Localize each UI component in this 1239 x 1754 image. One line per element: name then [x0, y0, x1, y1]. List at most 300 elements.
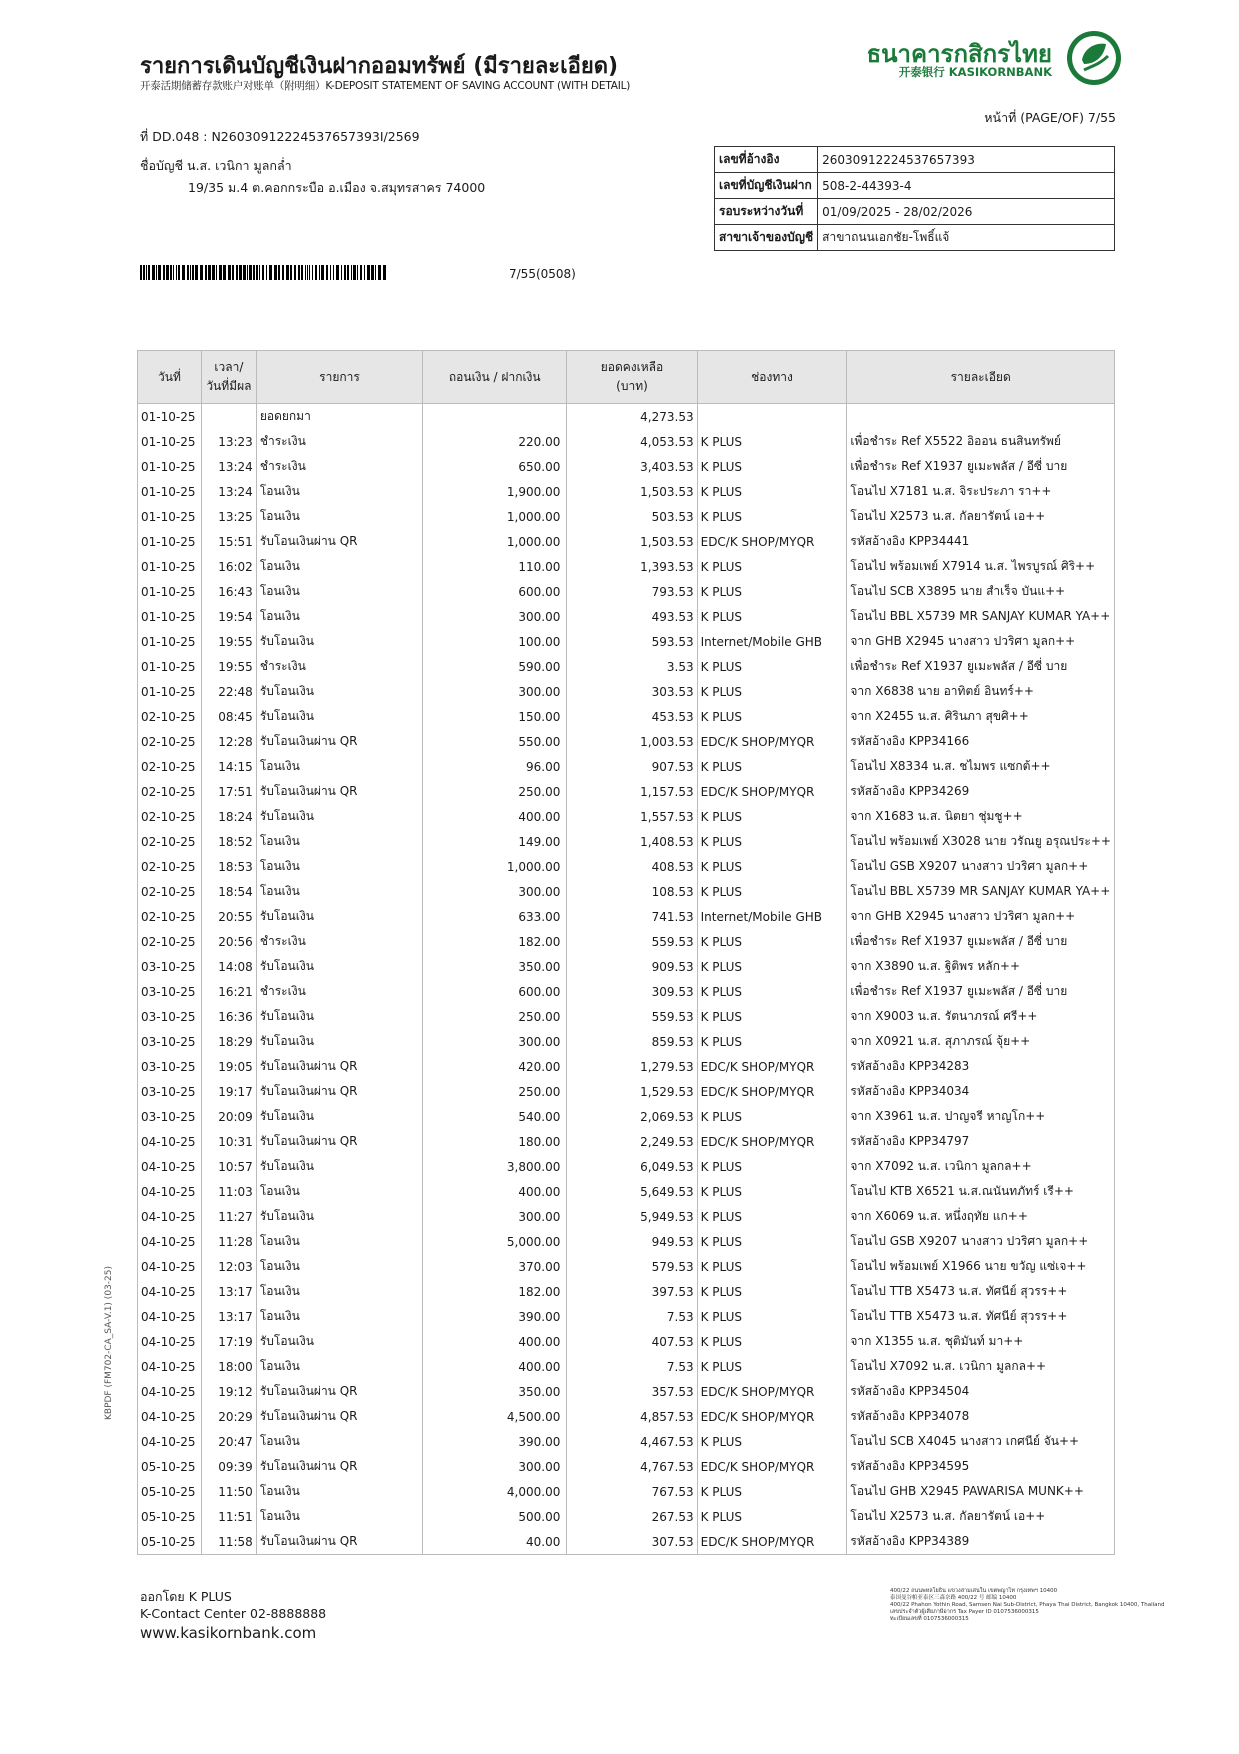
cell-description: โอนเงิน — [256, 879, 422, 904]
cell-channel: EDC/K SHOP/MYQR — [697, 1129, 847, 1154]
cell-date: 04-10-25 — [138, 1229, 202, 1254]
cell-amount: 600.00 — [423, 579, 567, 604]
cell-amount: 370.00 — [423, 1254, 567, 1279]
cell-detail: โอนไป SCB X4045 นางสาว เกศนีย์ จัน++ — [847, 1429, 1115, 1454]
cell-time: 10:31 — [201, 1129, 256, 1154]
cell-time: 18:24 — [201, 804, 256, 829]
cell-balance: 7.53 — [567, 1354, 697, 1379]
cell-description: รับโอนเงินผ่าน QR — [256, 1129, 422, 1154]
cell-time: 11:50 — [201, 1479, 256, 1504]
cell-description: รับโอนเงิน — [256, 704, 422, 729]
cell-time: 22:48 — [201, 679, 256, 704]
cell-channel: K PLUS — [697, 754, 847, 779]
cell-amount: 650.00 — [423, 454, 567, 479]
cell-detail: โอนไป พร้อมเพย์ X3028 นาย วรัณยู อรุณประ++ — [847, 829, 1115, 854]
cell-amount: 100.00 — [423, 629, 567, 654]
table-row — [138, 604, 1115, 629]
contact-center: K-Contact Center 02-8888888 — [140, 1606, 327, 1621]
cell-time: 11:28 — [201, 1229, 256, 1254]
cell-amount: 250.00 — [423, 779, 567, 804]
table-row — [138, 1154, 1115, 1179]
cell-channel: K PLUS — [697, 679, 847, 704]
cell-detail: รหัสอ้างอิง KPP34389 — [847, 1529, 1115, 1555]
table-row — [138, 954, 1115, 979]
cell-amount: 4,000.00 — [423, 1479, 567, 1504]
cell-date: 04-10-25 — [138, 1279, 202, 1304]
cell-time: 10:57 — [201, 1154, 256, 1179]
cell-amount: 390.00 — [423, 1429, 567, 1454]
cell-time: 15:51 — [201, 529, 256, 554]
table-header-row — [138, 351, 1115, 404]
cell-channel: K PLUS — [697, 1179, 847, 1204]
table-row — [138, 1329, 1115, 1354]
cell-channel: K PLUS — [697, 604, 847, 629]
table-row — [138, 1454, 1115, 1479]
cell-amount: 4,500.00 — [423, 1404, 567, 1429]
info-row — [715, 147, 1115, 173]
table-row — [138, 504, 1115, 529]
cell-amount: 633.00 — [423, 904, 567, 929]
cell-time: 19:55 — [201, 629, 256, 654]
cell-detail: โอนไป SCB X3895 นาย สำเร็จ บันแ++ — [847, 579, 1115, 604]
cell-date: 05-10-25 — [138, 1529, 202, 1555]
cell-channel: K PLUS — [697, 1429, 847, 1454]
cell-time: 13:25 — [201, 504, 256, 529]
cell-amount: 400.00 — [423, 1354, 567, 1379]
cell-balance: 5,649.53 — [567, 1179, 697, 1204]
cell-description: โอนเงิน — [256, 554, 422, 579]
cell-amount: 590.00 — [423, 654, 567, 679]
cell-balance: 949.53 — [567, 1229, 697, 1254]
cell-description: ชำระเงิน — [256, 429, 422, 454]
cell-channel: K PLUS — [697, 1279, 847, 1304]
cell-amount — [423, 404, 567, 430]
cell-description: รับโอนเงิน — [256, 1204, 422, 1229]
cell-channel: Internet/Mobile GHB — [697, 629, 847, 654]
issued-by-text: ออกโดย K PLUS — [140, 1589, 232, 1604]
cell-detail: รหัสอ้างอิง KPP34269 — [847, 779, 1115, 804]
cell-detail: โอนไป KTB X6521 น.ส.ณนันทภัทร์ เรี++ — [847, 1179, 1115, 1204]
cell-detail: โอนไป X2573 น.ส. กัลยารัตน์ เอ++ — [847, 504, 1115, 529]
cell-date: 01-10-25 — [138, 404, 202, 430]
table-row — [138, 579, 1115, 604]
cell-date: 02-10-25 — [138, 754, 202, 779]
cell-detail: จาก X6838 นาย อาทิตย์ อินทร์++ — [847, 679, 1115, 704]
table-row — [138, 1479, 1115, 1504]
table-row — [138, 1054, 1115, 1079]
cell-channel: K PLUS — [697, 554, 847, 579]
cell-date: 03-10-25 — [138, 1054, 202, 1079]
cell-channel: K PLUS — [697, 1154, 847, 1179]
cell-date: 04-10-25 — [138, 1179, 202, 1204]
header-time — [201, 351, 256, 404]
cell-date: 04-10-25 — [138, 1204, 202, 1229]
cell-amount: 300.00 — [423, 604, 567, 629]
cell-balance: 2,249.53 — [567, 1129, 697, 1154]
cell-detail: โอนไป GSB X9207 นางสาว ปวริศา มูลก++ — [847, 1229, 1115, 1254]
cell-date: 03-10-25 — [138, 954, 202, 979]
table-row — [138, 1104, 1115, 1129]
cell-date: 04-10-25 — [138, 1329, 202, 1354]
transactions-table — [137, 350, 1115, 1555]
cell-detail: รหัสอ้างอิง KPP34166 — [847, 729, 1115, 754]
cell-time: 20:56 — [201, 929, 256, 954]
cell-amount: 350.00 — [423, 954, 567, 979]
info-label: รอบระหว่างวันที่ — [715, 199, 818, 225]
cell-detail: รหัสอ้างอิง KPP34797 — [847, 1129, 1115, 1154]
cell-balance: 907.53 — [567, 754, 697, 779]
cell-description: รับโอนเงิน — [256, 1104, 422, 1129]
cell-date: 02-10-25 — [138, 704, 202, 729]
form-code: KBPDF (FM702-CA_SA-V.1) (03-25) — [104, 1266, 114, 1420]
cell-description: ชำระเงิน — [256, 454, 422, 479]
cell-time: 13:17 — [201, 1304, 256, 1329]
cell-date: 01-10-25 — [138, 629, 202, 654]
cell-date: 04-10-25 — [138, 1404, 202, 1429]
table-row — [138, 1204, 1115, 1229]
cell-description: โอนเงิน — [256, 604, 422, 629]
table-row — [138, 1004, 1115, 1029]
cell-description: ยอดยกมา — [256, 404, 422, 430]
cell-date: 05-10-25 — [138, 1479, 202, 1504]
cell-description: โอนเงิน — [256, 1504, 422, 1529]
cell-date: 04-10-25 — [138, 1254, 202, 1279]
cell-time: 12:03 — [201, 1254, 256, 1279]
account-name: ชื่อบัญชี น.ส. เวนิกา มูลกล่ำ — [140, 158, 292, 173]
table-row — [138, 1404, 1115, 1429]
table-row — [138, 854, 1115, 879]
address-line: 400/22 Phahon Yothin Road, Samsen Nai Sub-District, Phaya Thai District, Bangkok 10400, Thailand — [890, 1602, 1165, 1608]
info-label: เลขที่บัญชีเงินฝาก — [715, 173, 818, 199]
address-line: ทะเบียนเลขที่ 0107536000315 — [890, 1616, 969, 1622]
table-row — [138, 479, 1115, 504]
cell-date: 04-10-25 — [138, 1354, 202, 1379]
cell-amount: 400.00 — [423, 804, 567, 829]
cell-detail: เพื่อชำระ Ref X5522 อิออน ธนสินทรัพย์ — [847, 429, 1115, 454]
info-label: เลขที่อ้างอิง — [715, 147, 818, 173]
table-row — [138, 929, 1115, 954]
cell-channel: K PLUS — [697, 654, 847, 679]
cell-balance: 2,069.53 — [567, 1104, 697, 1129]
cell-time: 18:00 — [201, 1354, 256, 1379]
table-row — [138, 454, 1115, 479]
cell-description: ชำระเงิน — [256, 979, 422, 1004]
cell-amount: 96.00 — [423, 754, 567, 779]
cell-detail: จาก X1683 น.ส. นิตยา ชุ่มชู++ — [847, 804, 1115, 829]
cell-amount: 150.00 — [423, 704, 567, 729]
cell-date: 04-10-25 — [138, 1304, 202, 1329]
header-description: รายการ — [256, 351, 422, 404]
cell-description: โอนเงิน — [256, 1229, 422, 1254]
info-value: 01/09/2025 - 28/02/2026 — [818, 199, 1115, 225]
cell-description: โอนเงิน — [256, 504, 422, 529]
cell-date: 02-10-25 — [138, 829, 202, 854]
cell-date: 02-10-25 — [138, 729, 202, 754]
table-row — [138, 829, 1115, 854]
cell-time — [201, 404, 256, 430]
cell-balance: 559.53 — [567, 1004, 697, 1029]
cell-description: รับโอนเงินผ่าน QR — [256, 529, 422, 554]
cell-detail: เพื่อชำระ Ref X1937 ยูเมะพลัส / อีซี่ บาย — [847, 654, 1115, 679]
cell-channel: K PLUS — [697, 1479, 847, 1504]
cell-detail: โอนไป พร้อมเพย์ X7914 น.ส. ไพรบูรณ์ ศิริ++ — [847, 554, 1115, 579]
account-address: 19/35 ม.4 ต.คอกกระบือ อ.เมือง จ.สมุทรสาคร 74000 — [188, 180, 486, 195]
cell-channel — [697, 404, 847, 430]
cell-time: 19:55 — [201, 654, 256, 679]
cell-description: รับโอนเงินผ่าน QR — [256, 1054, 422, 1079]
table-row — [138, 1179, 1115, 1204]
cell-description: รับโอนเงิน — [256, 1029, 422, 1054]
cell-channel: K PLUS — [697, 954, 847, 979]
cell-balance: 7.53 — [567, 1304, 697, 1329]
cell-date: 01-10-25 — [138, 579, 202, 604]
cell-detail: เพื่อชำระ Ref X1937 ยูเมะพลัส / อีซี่ บาย — [847, 454, 1115, 479]
cell-date: 01-10-25 — [138, 554, 202, 579]
cell-channel: K PLUS — [697, 879, 847, 904]
bank-logo-en: 开泰银行 KASIKORNBANK — [898, 65, 1052, 79]
cell-description: โอนเงิน — [256, 1479, 422, 1504]
cell-description: รับโอนเงิน — [256, 679, 422, 704]
cell-balance: 1,503.53 — [567, 529, 697, 554]
cell-channel: EDC/K SHOP/MYQR — [697, 1404, 847, 1429]
address-line: 400/22 ถนนพหลโยธิน แขวงสามเสนใน เขตพญาไท กรุงเทพฯ 10400 — [890, 1588, 1058, 1594]
cell-description: รับโอนเงิน — [256, 1329, 422, 1354]
cell-description: รับโอนเงินผ่าน QR — [256, 1404, 422, 1429]
cell-balance: 503.53 — [567, 504, 697, 529]
cell-balance: 4,273.53 — [567, 404, 697, 430]
cell-detail: เพื่อชำระ Ref X1937 ยูเมะพลัส / อีซี่ บาย — [847, 929, 1115, 954]
cell-description: โอนเงิน — [256, 1304, 422, 1329]
cell-amount: 1,000.00 — [423, 529, 567, 554]
cell-time: 17:51 — [201, 779, 256, 804]
cell-balance: 357.53 — [567, 1379, 697, 1404]
cell-date: 03-10-25 — [138, 979, 202, 1004]
cell-detail: จาก GHB X2945 นางสาว ปวริศา มูลก++ — [847, 629, 1115, 654]
cell-detail: จาก X0921 น.ส. สุภาภรณ์ จุ้ย++ — [847, 1029, 1115, 1054]
info-label: สาขาเจ้าของบัญชี — [715, 225, 818, 251]
table-row — [138, 1504, 1115, 1529]
cell-channel: K PLUS — [697, 1229, 847, 1254]
cell-detail: โอนไป X8334 น.ส. ชไมพร แซกต้++ — [847, 754, 1115, 779]
cell-detail: จาก X3961 น.ส. ปาญจรี หาญโก++ — [847, 1104, 1115, 1129]
cell-date: 02-10-25 — [138, 779, 202, 804]
cell-channel: K PLUS — [697, 1004, 847, 1029]
cell-amount: 110.00 — [423, 554, 567, 579]
table-row — [138, 1229, 1115, 1254]
cell-time: 13:24 — [201, 479, 256, 504]
cell-time: 13:23 — [201, 429, 256, 454]
cell-amount: 149.00 — [423, 829, 567, 854]
cell-time: 18:52 — [201, 829, 256, 854]
cell-detail: จาก X3890 น.ส. ฐิติพร หลัก++ — [847, 954, 1115, 979]
cell-date: 04-10-25 — [138, 1154, 202, 1179]
cell-time: 19:17 — [201, 1079, 256, 1104]
cell-channel: K PLUS — [697, 979, 847, 1004]
cell-time: 11:03 — [201, 1179, 256, 1204]
cell-channel: EDC/K SHOP/MYQR — [697, 529, 847, 554]
cell-channel: Internet/Mobile GHB — [697, 904, 847, 929]
barcode-text: 7/55(0508) — [509, 267, 576, 281]
table-row — [138, 1529, 1115, 1555]
cell-balance: 741.53 — [567, 904, 697, 929]
cell-channel: EDC/K SHOP/MYQR — [697, 1454, 847, 1479]
header-date: วันที่ — [138, 351, 202, 404]
cell-balance: 859.53 — [567, 1029, 697, 1054]
cell-balance: 909.53 — [567, 954, 697, 979]
cell-time: 12:28 — [201, 729, 256, 754]
cell-balance: 1,157.53 — [567, 779, 697, 804]
cell-channel: K PLUS — [697, 1254, 847, 1279]
cell-description: รับโอนเงินผ่าน QR — [256, 1379, 422, 1404]
cell-description: ชำระเงิน — [256, 654, 422, 679]
cell-amount: 250.00 — [423, 1004, 567, 1029]
cell-date: 02-10-25 — [138, 929, 202, 954]
cell-channel: EDC/K SHOP/MYQR — [697, 1054, 847, 1079]
cell-time: 16:43 — [201, 579, 256, 604]
cell-balance: 579.53 — [567, 1254, 697, 1279]
cell-channel: K PLUS — [697, 454, 847, 479]
cell-balance: 453.53 — [567, 704, 697, 729]
cell-balance: 1,393.53 — [567, 554, 697, 579]
cell-balance: 3,403.53 — [567, 454, 697, 479]
cell-amount: 400.00 — [423, 1329, 567, 1354]
cell-channel: K PLUS — [697, 1329, 847, 1354]
cell-description: รับโอนเงินผ่าน QR — [256, 729, 422, 754]
info-row — [715, 173, 1115, 199]
cell-date: 01-10-25 — [138, 504, 202, 529]
table-row — [138, 679, 1115, 704]
issued-by — [140, 1588, 326, 1622]
cell-description: โอนเงิน — [256, 479, 422, 504]
cell-amount: 40.00 — [423, 1529, 567, 1555]
cell-detail: รหัสอ้างอิง KPP34283 — [847, 1054, 1115, 1079]
cell-time: 18:54 — [201, 879, 256, 904]
cell-date: 02-10-25 — [138, 879, 202, 904]
cell-channel: K PLUS — [697, 1204, 847, 1229]
cell-detail: จาก X2455 น.ส. ศิรินภา สุขศิ++ — [847, 704, 1115, 729]
info-row — [715, 199, 1115, 225]
cell-channel: K PLUS — [697, 929, 847, 954]
cell-balance: 4,857.53 — [567, 1404, 697, 1429]
cell-date: 01-10-25 — [138, 479, 202, 504]
cell-time: 16:21 — [201, 979, 256, 1004]
cell-time: 20:29 — [201, 1404, 256, 1429]
cell-detail: รหัสอ้างอิง KPP34595 — [847, 1454, 1115, 1479]
info-row — [715, 225, 1115, 251]
table-row — [138, 654, 1115, 679]
cell-channel: EDC/K SHOP/MYQR — [697, 729, 847, 754]
cell-amount: 540.00 — [423, 1104, 567, 1129]
cell-date: 01-10-25 — [138, 429, 202, 454]
table-row — [138, 1254, 1115, 1279]
cell-date: 05-10-25 — [138, 1454, 202, 1479]
cell-amount: 350.00 — [423, 1379, 567, 1404]
cell-amount: 600.00 — [423, 979, 567, 1004]
cell-detail: จาก X7092 น.ส. เวนิกา มูลกล++ — [847, 1154, 1115, 1179]
address-line: เลขประจำตัวผู้เสียภาษีอากร Tax Payer ID 0107536000315 — [890, 1609, 1039, 1615]
cell-detail: โอนไป พร้อมเพย์ X1966 นาย ขวัญ แซ่เจ++ — [847, 1254, 1115, 1279]
cell-amount: 300.00 — [423, 1029, 567, 1054]
document-reference: ที่ DD.048 : N260309122245376573​93I/2569 — [140, 129, 420, 144]
cell-balance: 1,503.53 — [567, 479, 697, 504]
cell-detail: โอนไป BBL X5739 MR SANJAY KUMAR YA++ — [847, 879, 1115, 904]
cell-amount: 300.00 — [423, 1204, 567, 1229]
cell-description: โอนเงิน — [256, 829, 422, 854]
table-row — [138, 1079, 1115, 1104]
table-row — [138, 529, 1115, 554]
cell-channel: EDC/K SHOP/MYQR — [697, 1529, 847, 1555]
cell-amount: 5,000.00 — [423, 1229, 567, 1254]
cell-description: รับโอนเงินผ่าน QR — [256, 1454, 422, 1479]
cell-description: รับโอนเงินผ่าน QR — [256, 1529, 422, 1555]
cell-balance: 408.53 — [567, 854, 697, 879]
cell-description: รับโอนเงิน — [256, 804, 422, 829]
table-row — [138, 704, 1115, 729]
account-info-table — [714, 146, 1115, 251]
cell-balance: 108.53 — [567, 879, 697, 904]
address-line: 泰国曼谷帕亚泰区三森奈路 400/22 号 邮编 10400 — [890, 1595, 1017, 1601]
cell-description: ชำระเงิน — [256, 929, 422, 954]
cell-balance: 1,557.53 — [567, 804, 697, 829]
header-amount: ถอนเงิน / ฝากเงิน — [423, 351, 567, 404]
cell-channel: K PLUS — [697, 854, 847, 879]
cell-description: โอนเงิน — [256, 1279, 422, 1304]
info-value: 260309122245376573​93 — [818, 147, 1115, 173]
cell-amount: 1,000.00 — [423, 504, 567, 529]
info-value: 508-2-44393-4 — [818, 173, 1115, 199]
table-row — [138, 1429, 1115, 1454]
statement-title: รายการเดินบัญชีเงินฝากออมทรัพย์ (มีรายละเอียด) — [140, 54, 619, 79]
cell-detail: โอนไป BBL X5739 MR SANJAY KUMAR YA++ — [847, 604, 1115, 629]
cell-date: 03-10-25 — [138, 1079, 202, 1104]
cell-detail — [847, 404, 1115, 430]
cell-amount: 300.00 — [423, 1454, 567, 1479]
cell-time: 16:36 — [201, 1004, 256, 1029]
cell-amount: 1,000.00 — [423, 854, 567, 879]
table-row — [138, 1304, 1115, 1329]
cell-channel: K PLUS — [697, 1304, 847, 1329]
cell-detail: จาก GHB X2945 นางสาว ปวริศา มูลก++ — [847, 904, 1115, 929]
cell-description: รับโอนเงิน — [256, 1154, 422, 1179]
cell-time: 20:47 — [201, 1429, 256, 1454]
table-row — [138, 979, 1115, 1004]
cell-time: 14:15 — [201, 754, 256, 779]
cell-balance: 767.53 — [567, 1479, 697, 1504]
table-row — [138, 629, 1115, 654]
cell-channel: K PLUS — [697, 704, 847, 729]
cell-balance: 493.53 — [567, 604, 697, 629]
table-row — [138, 1379, 1115, 1404]
cell-date: 01-10-25 — [138, 454, 202, 479]
cell-date: 01-10-25 — [138, 654, 202, 679]
cell-detail: จาก X1355 น.ส. ชุติมันท์ มา++ — [847, 1329, 1115, 1354]
header-time-line1: เวลา/ — [214, 360, 244, 374]
cell-balance: 4,053.53 — [567, 429, 697, 454]
cell-detail: โอนไป TTB X5473 น.ส. ทัศนีย์ สุวรร++ — [847, 1304, 1115, 1329]
table-row — [138, 754, 1115, 779]
cell-time: 13:17 — [201, 1279, 256, 1304]
cell-amount: 3,800.00 — [423, 1154, 567, 1179]
cell-balance: 4,767.53 — [567, 1454, 697, 1479]
cell-amount: 420.00 — [423, 1054, 567, 1079]
cell-date: 04-10-25 — [138, 1429, 202, 1454]
kbank-leaf-icon — [1066, 30, 1122, 86]
cell-channel: K PLUS — [697, 829, 847, 854]
info-value: สาขาถนนเอกชัย-โพธิ์แจ้ — [818, 225, 1115, 251]
cell-amount: 390.00 — [423, 1304, 567, 1329]
cell-date: 03-10-25 — [138, 1004, 202, 1029]
cell-description: โอนเงิน — [256, 854, 422, 879]
